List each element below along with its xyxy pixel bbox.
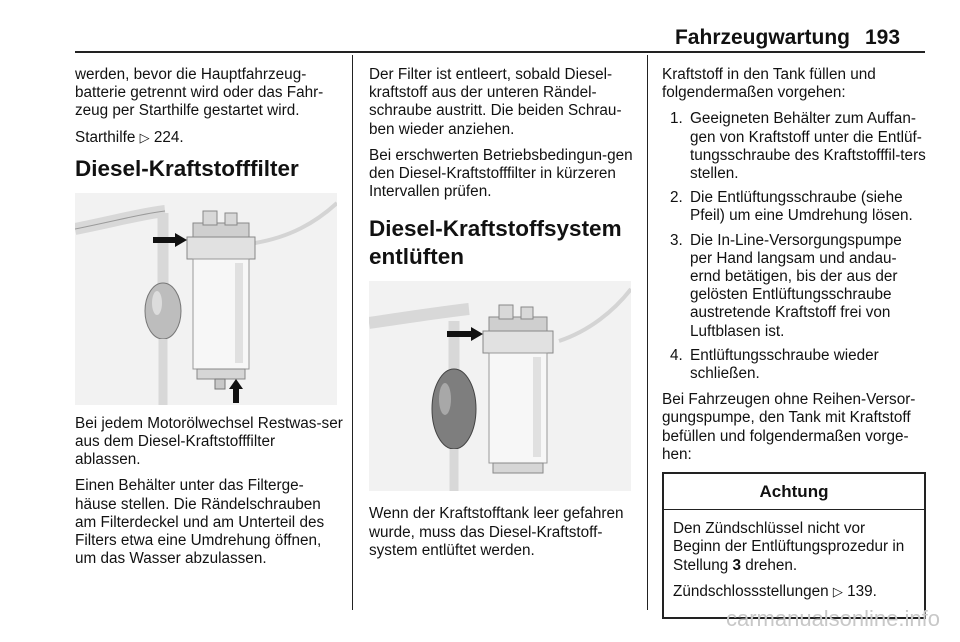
cross-reference[interactable]: Zündschlossstellungen ▷ 139. <box>673 582 877 600</box>
list-item: 3. Die In-Line-Versorgungspumpe per Hand langsam und andau-ernd betätigen, bis der aus der gelösten Entlüftungsschraube austretende Kraftstoff frei von Luftblasen ist. <box>670 231 902 340</box>
paragraph: Bei jedem Motorölwechsel Restwas-ser aus dem Diesel-Kraftstofffilter ablassen. <box>75 414 343 469</box>
paragraph: Bei Fahrzeugen ohne Reihen-Versor-gungspumpe, den Tank mit Kraftstoff befüllen und folgendermaßen vorge-hen: <box>662 391 916 463</box>
caution-text: Den Zündschlüssel nicht vor Beginn der Entlüftungsprozedur in Stellung 3 drehen. <box>673 520 905 574</box>
paragraph: Bei erschwerten Betriebsbedingun-gen den Diesel-Kraftstofffilter in kürzeren Intervallen prüfen. <box>369 146 633 201</box>
header-divider <box>75 51 925 53</box>
steps-list <box>662 110 926 383</box>
page-number: 193 <box>865 26 901 49</box>
paragraph: Einen Behälter unter das Filterge-häuse stellen. Die Rändelschrauben am Filterdeckel und am Unterteil des Filters etwa eine Umdrehung öffnen, um das Wasser abzulassen. <box>75 477 325 568</box>
section-heading: Diesel-Kraftstofffilter <box>75 155 299 181</box>
cross-reference[interactable]: Starthilfe ▷ 224. <box>75 128 184 146</box>
caution-body <box>664 510 924 617</box>
column-divider-2 <box>647 55 648 610</box>
list-item: 4. Entlüftungsschraube wieder schließen. <box>670 346 879 383</box>
caution-box <box>662 472 926 619</box>
arrow-triangle-icon: ▷ <box>139 129 150 145</box>
paragraph: werden, bevor die Hauptfahrzeug-batterie getrennt wird oder das Fahr-zeug per Starthilfe gestartet wird. <box>75 66 324 120</box>
list-item: 1. Geeigneten Behälter zum Auffan-gen von Kraftstoff unter die Entlüf-tungsschraube des Kraftstofffil-ters stellen. <box>670 110 926 183</box>
column-2 <box>369 66 635 568</box>
header-title: Fahrzeugwartung <box>674 26 850 49</box>
fuel-system-illustration <box>369 281 631 491</box>
watermark: carmanualsonline.info <box>725 606 940 631</box>
paragraph: Der Filter ist entleert, sobald Diesel-kraftstoff aus der unteren Rändel-schraube austritt. Die beiden Schrau-ben wieder anziehen. <box>369 66 622 138</box>
column-1 <box>75 66 343 576</box>
column-divider-1 <box>352 55 353 610</box>
arrow-triangle-icon: ▷ <box>832 583 843 599</box>
paragraph: Wenn der Kraftstofftank leer gefahren wurde, muss das Diesel-Kraftstoff-system entlüftet werden. <box>369 505 624 559</box>
paragraph: Kraftstoff in den Tank füllen und folgendermaßen vorgehen: <box>662 66 876 102</box>
caution-title: Achtung <box>664 474 924 510</box>
fuel-filter-illustration <box>75 193 337 405</box>
section-heading: Diesel-Kraftstoffsystem entlüften <box>369 216 622 270</box>
column-3 <box>662 66 926 619</box>
list-item: 2. Die Entlüftungsschraube (siehe Pfeil) um eine Umdrehung lösen. <box>670 189 913 225</box>
